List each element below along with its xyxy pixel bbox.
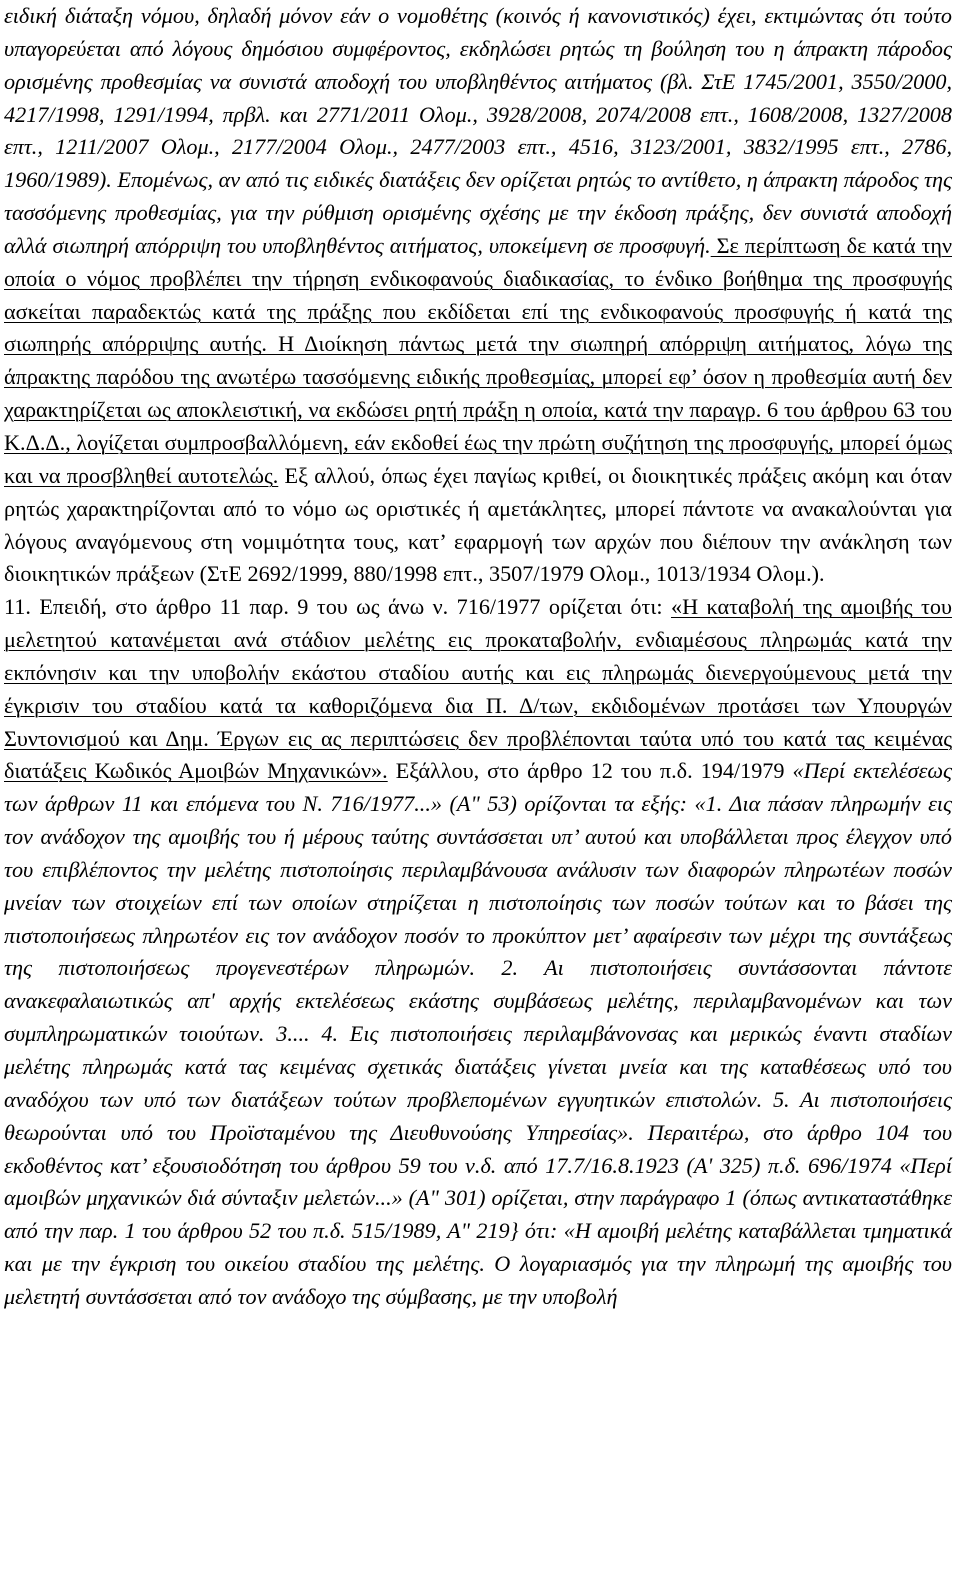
paragraph-2-plain-segment: Εξάλλου, στο άρθρο 12 του π.δ. 194/1979 — [387, 758, 793, 784]
document-page — [4, 0, 952, 1314]
paragraph-2-italic-quote: «Περί εκτελέσεως των άρθρων 11 και επόμενα του Ν. 716/1977...» (Α" 53) ορίζονται τα εξής: «1. Δια πάσαν πληρωμήν εις τον ανάδοχον της αμοιβής του ή μέρους ταύτης συντάσσεται υπ’ αυτού και υποβάλλεται προς έλεγχον υπό του επιβλέποντος την μελέτης πιστοποίησις περιλαμβάνουσα ανάλυσιν των διαφορών πληρωτέων ποσών μνείαν των στοιχείων επί των οποίων στηρίζεται η πιστοποίησις των ποσών τούτων και το βάσει της πιστοποιήσεως πληρωτέον εις τον ανάδοχον ποσόν το προκύπτον μετ’ αφαίρεσιν των μέχρι της συντάξεως της πιστοποιήσεως προγενεστέρων πληρωμών. 2. Αι πιστοποιήσεις συντάσσονται πάντοτε ανακεφαλαιωτικώς απ' αρχής εκτελέσεως εκάστης συμβάσεως μελέτης, περιλαμβανομένων και των συμπληρωματικών τοιούτων. 3.... 4. Εις πιστοποιήσεις περιλαμβάνονσας και μερικώς έναντι σταδίων μελέτης πληρωμάς κατά τας κειμένας σχετικάς διατάξεις γίνεται μνεία και της καταθέσεως υπό του αναδόχου των υπό των διατάξεων τούτων προβλεπομένων εγγυητικών επιστολών. 5. Αι πιστοποιήσεις θεωρούνται υπό του Προϊσταμένου της Διευθυνούσης Υπηρεσίας». Περαιτέρω, στο άρθρο 104 του εκδοθέντος κατ’ εξουσιοδότηση του άρθρου 59 του ν.δ. από 17.7/16.8.1923 (Α' 325) π.δ. 696/1974 «Περί αμοιβών μηχανικών διά σύνταξιν μελετών...» (Α" 301) ορίζεται, στην παράγραφο 1 (όπως αντικαταστάθηκε από την παρ. 1 του άρθρου 52 του π.δ. 515/1989, Α" 219} ότι: «Η αμοιβή μελέτης καταβάλλεται τμηματικά και με την έγκριση του οικείου σταδίου της μελέτης. Ο λογαριασμός για την πληρωμή της αμοιβής του μελετητή συντάσσεται από τον ανάδοχο της σύμβασης, με την υποβολή — [4, 758, 952, 1309]
paragraph-1-underlined-segment: Σε περίπτωση δε κατά την οποία ο νόμος προβλέπει την τήρηση ενδικοφανούς διαδικασίας, το ένδικο βοήθημα της προσφυγής ασκείται παραδεκτώς κατά της πράξης που εκδίδεται επί της ενδικοφανούς προσφυγής ή κατά της σιωπηρής απόρριψης αυτής. Η Διοίκηση πάντως μετά την σιωπηρή απόρριψη αιτήματος, λόγω της άπρακτης παρόδου της ανωτέρω τασσόμενης ειδικής προθεσμίας, μπορεί εφ’ όσον η προθεσμία αυτή δεν χαρακτηρίζεται ως αποκλειστική, να εκδώσει ρητή πράξη η οποία, κατά την παραγρ. 6 του άρθρου 63 του Κ.Δ.Δ., λογίζεται συμπροσβαλλόμενη, εάν εκδοθεί έως την πρώτη συζήτηση της προσφυγής, μπορεί όμως και να προσβληθεί αυτοτελώς. — [4, 232, 952, 488]
paragraph-2-opening: 11. Επειδή, στο άρθρο 11 παρ. 9 του ως άνω ν. 716/1977 ορίζεται ότι: — [4, 594, 671, 620]
paragraph-1-italic-segment: ειδική διάταξη νόμου, δηλαδή μόνον εάν ο νομοθέτης (κοινός ή κανονιστικός) έχει, εκτιμώντας ότι τούτο υπαγορεύεται από λόγους δημόσιου συμφέροντος, εκδηλώσει ρητώς τη βούληση του η άπρακτη πάροδος ορισμένης προθεσμίας να συνιστά αποδοχή του υποβληθέντος αιτήματος (βλ. ΣτΕ 1745/2001, 3550/2000, 4217/1998, 1291/1994, πρβλ. και 2771/2011 Ολομ., 3928/2008, 2074/2008 επτ., 1608/2008, 1327/2008 επτ., 1211/2007 Ολομ., 2177/2004 Ολομ., 2477/2003 επτ., 4516, 3123/2001, 3832/1995 επτ., 2786, 1960/1989). Επομένως, αν από τις ειδικές διατάξεις δεν ορίζεται ρητώς το αντίθετο, η άπρακτη πάροδος της τασσόμενης προθεσμίας, για την ρύθμιση ορισμένης σχέσης με την έκδοση πράξης, δεν συνιστά αποδοχή αλλά σιωπηρή απόρριψη του υποβληθέντος αιτήματος, υποκείμενη σε προσφυγή. — [4, 3, 952, 258]
paragraph-1-plain-segment: Εξ αλλού, όπως έχει παγίως κριθεί, οι διοικητικές πράξεις ακόμη και όταν ρητώς χαρακτηρίζονται από το νόμο ως οριστικές ή αμετάκλητες, μπορεί πάντοτε να ανακαλούνται για λόγους αναγόμενους στη νομιμότητα τους, κατ’ εφαρμογή των αρχών που διέπουν την ανάκληση των διοικητικών πράξεων (ΣτΕ 2692/1999, 880/1998 επτ., 3507/1979 Ολομ., 1013/1934 Ολομ.). — [4, 462, 952, 587]
paragraph-2-underlined-quote: «Η καταβολή της αμοιβής του μελετητού κατανέμεται ανά στάδιον μελέτης εις προκαταβολήν, ενδιαμέσους πληρωμάς κατά την εκπόνησιν και την υποβολήν εκάστου σταδίου αυτής και εις πληρωμάς διενεργούμενους μετά την έγκρισιν του σταδίου κατά τα καθοριζόμενα δια Π. Δ/των, εκδιδομένων προτάσει των Υπουργών Συντονισμού και Δημ. Έργων εις ας περιπτώσεις δεν προβλέπονται ταύτα υπό του κατά τας κειμένας διατάξεις Κωδικός Αμοιβών Μηχανικών». — [4, 594, 952, 784]
paragraph-1 — [4, 0, 952, 591]
paragraph-2 — [4, 591, 952, 1314]
